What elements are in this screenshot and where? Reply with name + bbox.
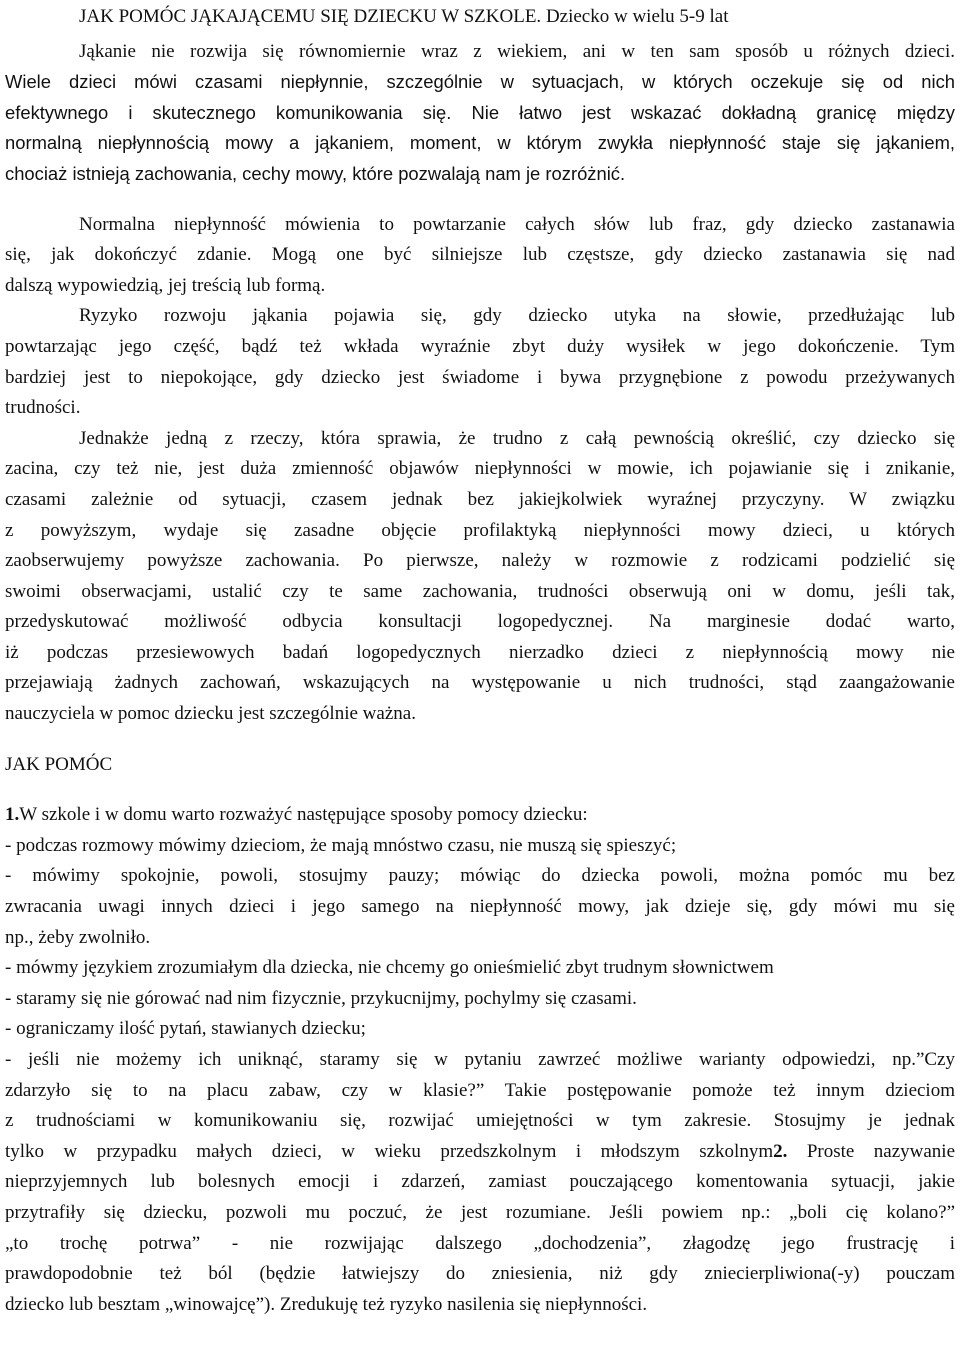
list-item: np., żeby zwolniło.: [5, 926, 151, 948]
paragraph-line: zacina, czy też nie, jest duża zmienność objawów niepłynności w mowie, ich pojawianie się i znikanie,: [5, 458, 955, 480]
paragraph-line: przedyskutować możliwość odbycia konsultacji logopedycznej. Na marginesie dodać warto,: [5, 611, 955, 633]
paragraph-line: efektywnego i skutecznego komunikowania się. Nie łatwo jest wskazać dokładną granicę między: [5, 101, 955, 123]
paragraph-line: zaobserwujemy powyższe zachowania. Po pierwsze, należy w rozmowie z rodzicami podzielić się: [5, 550, 955, 572]
paragraph-line: przejawiają żadnych zachowań, wskazujących na występowanie u nich trudności, stąd zaangażowanie: [5, 672, 955, 694]
paragraph-line: powtarzając jego część, bądź też wkłada wyraźnie zbyt duży wysiłek w jego dokończenie. Tym: [5, 335, 955, 357]
list-number: 2.: [773, 1140, 788, 1162]
paragraph-line: Wiele dzieci mówi czasami niepłynnie, szczególnie w sytuacjach, w których oczekuje się od nich: [5, 71, 955, 93]
paragraph-line: czasami zależnie od sytuacji, czasem jednak bez jakiejkolwiek wyraźnej przyczyny. W związku: [5, 488, 955, 510]
list-item: tylko w przypadku małych dzieci, w wieku przedszkolnym i młodszym szkolnym2. Proste nazywanie: [5, 1140, 956, 1162]
paragraph-line: Jąkanie nie rozwija się równomiernie wraz z wiekiem, ani w ten sam sposób u różnych dzieci.: [79, 40, 955, 62]
paragraph-1: [5, 37, 955, 190]
list-item: „to trochę potrwa” - nie rozwijając dalszego „dochodzenia”, złagodzę jego frustrację i: [5, 1232, 955, 1254]
spacer: [5, 190, 955, 210]
list-item: - podczas rozmowy mówimy dzieciom, że mają mnóstwo czasu, nie muszą się spieszyć;: [5, 834, 677, 856]
document-title: JAK POMÓC JĄKAJĄCEMU SIĘ DZIECKU W SZKOLE.: [79, 6, 542, 27]
list-item: - ograniczamy ilość pytań, stawianych dziecku;: [5, 1018, 366, 1040]
paragraph-line: nauczyciela w pomoc dziecku jest szczególnie ważna.: [5, 703, 416, 725]
spacer: [5, 780, 955, 800]
spacer: [5, 730, 955, 750]
paragraph-4: [5, 424, 955, 730]
paragraph-line: dalszą wypowiedzią, jej treścią lub formą.: [5, 274, 326, 296]
list-item: - mówmy językiem zrozumiałym dla dziecka, nie chcemy go onieśmielić zbyt trudnym słownictwem: [5, 957, 774, 979]
paragraph-2: [5, 210, 955, 302]
paragraph-line: swoimi obserwacjami, ustalić czy te same zachowania, trudności obserwują oni w domu, jeśli tak,: [5, 580, 955, 602]
list-number: 1.: [5, 804, 20, 826]
paragraph-line: bardziej jest to niepokojące, gdy dziecko jest świadome i bywa przygnębione z powodu przeżywanych: [5, 366, 955, 388]
list-item: - jeśli nie możemy ich uniknąć, staramy się w pytaniu zawrzeć możliwe warianty odpowiedzi, np.”Czy: [5, 1049, 955, 1070]
list-intro: 1.W szkole i w domu warto rozważyć następujące sposoby pomocy dziecku:: [5, 804, 588, 826]
list-item: - mówimy spokojnie, powoli, stosujmy pauzy; mówiąc do dziecka powoli, można pomóc mu bez: [5, 865, 955, 887]
section-heading: JAK POMÓC: [5, 753, 113, 775]
paragraph-line: Jednakże jedną z rzeczy, która sprawia, że trudno z całą pewnością określić, czy dziecko się: [79, 427, 955, 449]
list-item: zwracania uwagi innych dzieci i jego samego na niepłynność mowy, jak dzieje się, gdy mówi mu się: [5, 896, 955, 918]
paragraph-line: normalną niepłynnością mowy a jąkaniem, moment, w którym zwykła niepłynność staje się jąkaniem,: [5, 132, 955, 154]
paragraph-line: chociaż istnieją zachowania, cechy mowy, które pozwalają nam je rozróżnić.: [5, 162, 626, 184]
paragraph-line: się, jak dokończyć zdanie. Mogą one być silniejsze lub częstsze, gdy dziecko zastanawia się nad: [5, 244, 955, 266]
document-page: [5, 2, 955, 1320]
list-item: prawdopodobnie też ból (będzie łatwiejszy do zniesienia, niż gdy zniecierpliwiona(-y) pouczam: [5, 1263, 955, 1285]
list-item: dziecko lub besztam „winowajcę”). Zredukuję też ryzyko nasilenia się niepłynności.: [5, 1293, 648, 1315]
list-item: z trudnościami w komunikowaniu się, rozwijać umiejętności w tym zakresie. Stosujmy je jednak: [5, 1110, 955, 1132]
paragraph-line: Normalna niepłynność mówienia to powtarzanie całych słów lub fraz, gdy dziecko zastanawia: [79, 213, 955, 235]
list-item: nieprzyjemnych lub bolesnych emocji i zdarzeń, zamiast pouczającego komentowania sytuacji, jakie: [5, 1171, 955, 1193]
advice-list: [5, 800, 955, 1320]
title-line: [5, 2, 955, 33]
document-subtitle: Dziecko w wielu 5-9 lat: [545, 6, 729, 27]
paragraph-line: Ryzyko rozwoju jąkania pojawia się, gdy dziecko utyka na słowie, przedłużając lub: [79, 305, 955, 327]
paragraph-line: iż podczas przesiewowych badań logopedycznych nierzadko dzieci z niepłynnością mowy nie: [5, 641, 955, 663]
paragraph-line: z powyższym, wydaje się zasadne objęcie profilaktyką niepłynności mowy dzieci, u których: [5, 519, 955, 541]
list-item: zdarzyło się to na placu zabaw, czy w klasie?” Takie postępowanie pomoże też innym dzieciom: [5, 1079, 955, 1101]
list-item: przytrafiły się dziecku, pozwoli mu poczuć, że jest rozumiane. Jeśli powiem np.: „boli cię kolano?”: [5, 1201, 955, 1223]
list-item: - staramy się nie górować nad nim fizycznie, przykucnijmy, pochylmy się czasami.: [5, 987, 637, 1009]
paragraph-line: trudności.: [5, 397, 81, 419]
paragraph-3: [5, 301, 955, 423]
